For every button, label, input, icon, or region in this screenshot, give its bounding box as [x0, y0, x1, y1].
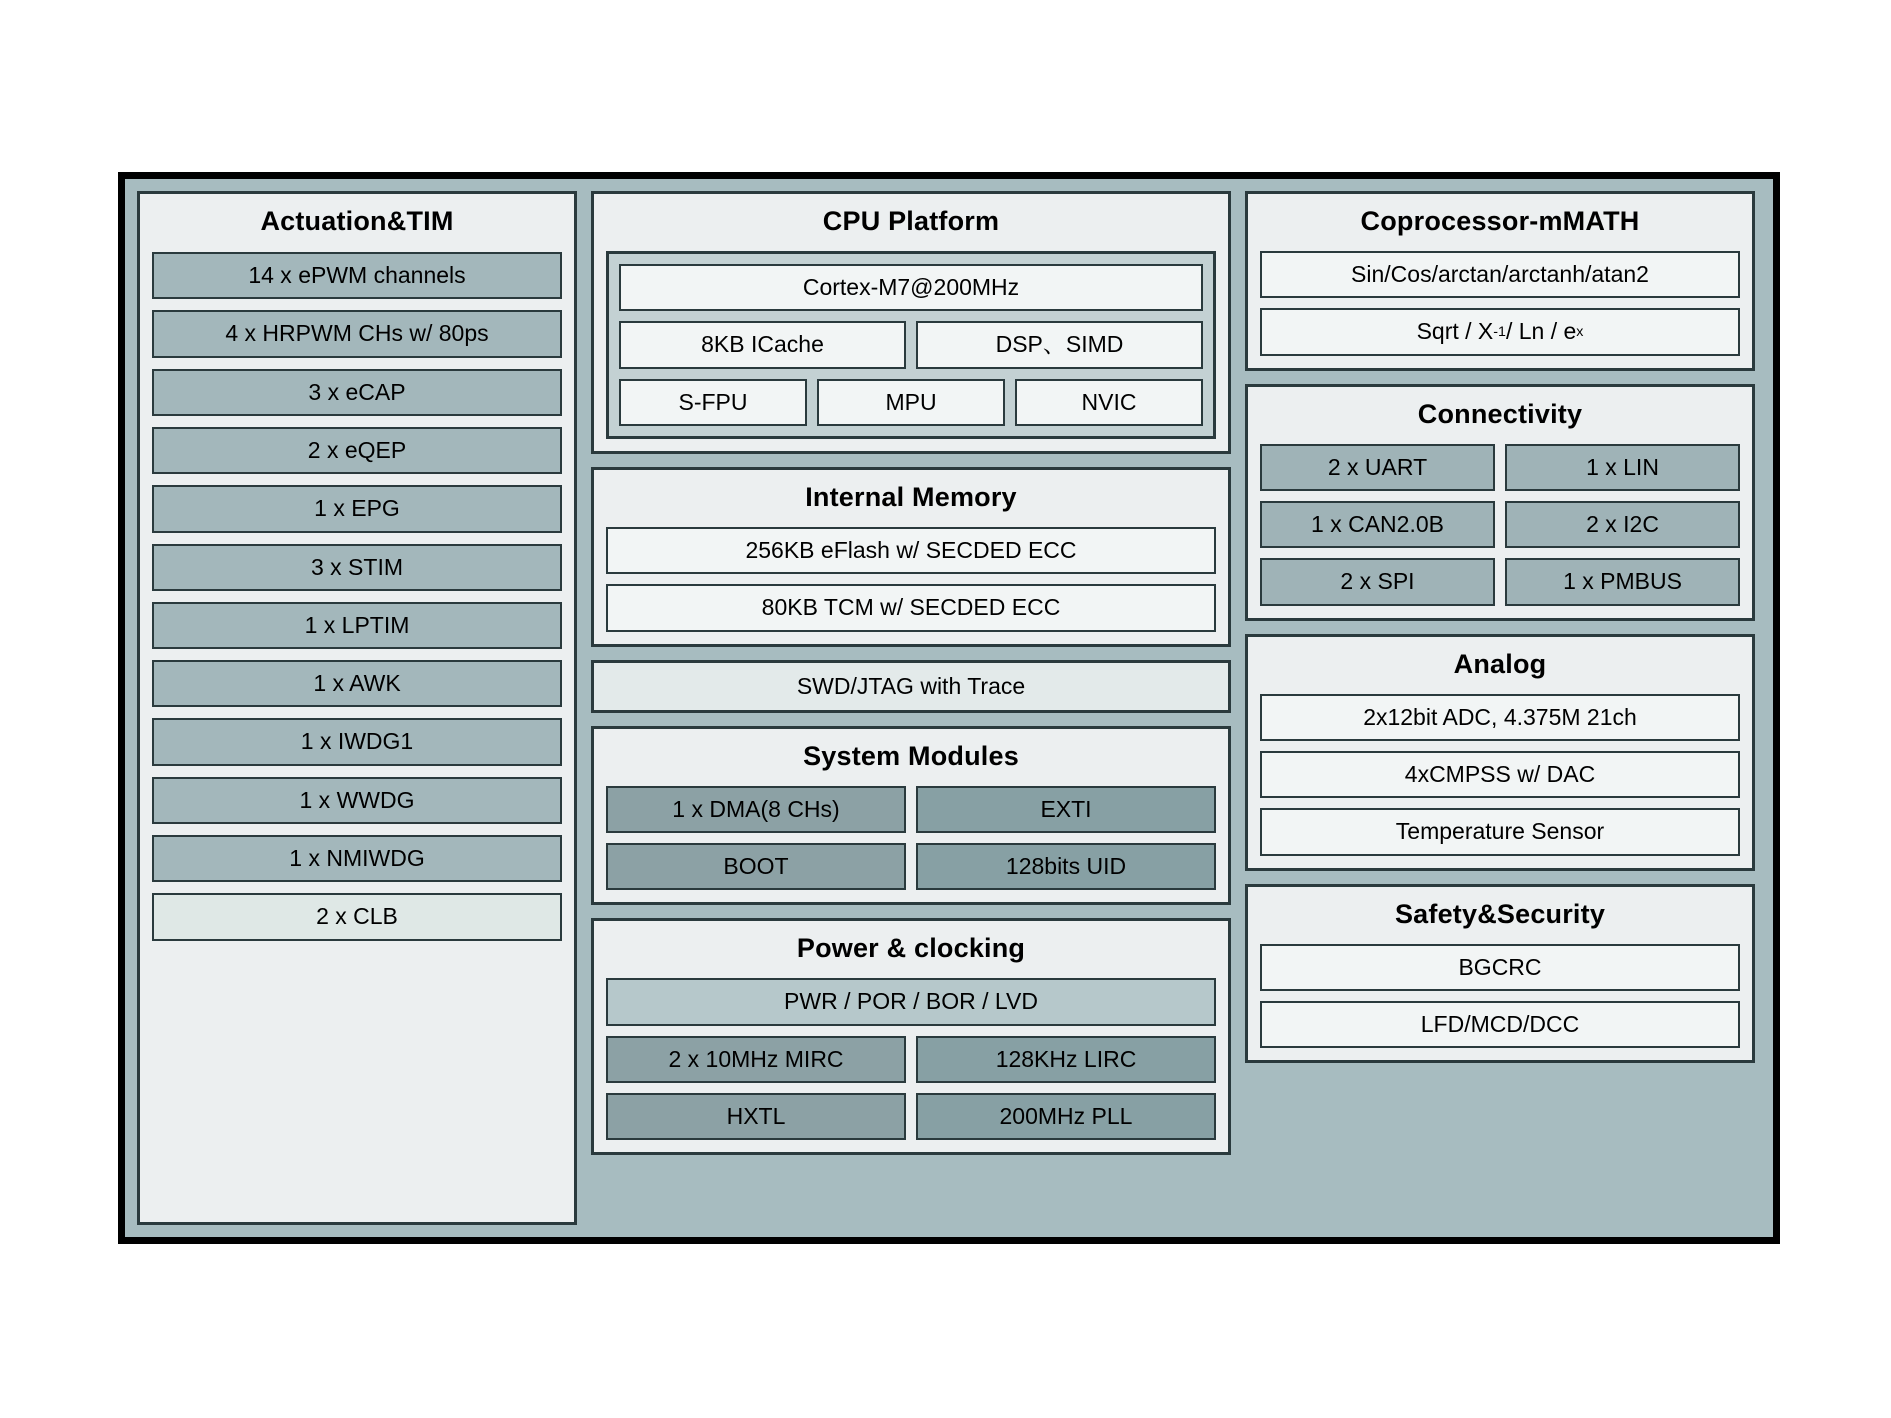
cpu-row-cache-dsp: [619, 321, 1203, 368]
panel-title-system-modules: System Modules: [803, 740, 1019, 771]
block-ecap: 3 x eCAP: [152, 369, 562, 416]
block-wwdg: 1 x WWDG: [152, 777, 562, 824]
block-lirc: 128KHz LIRC: [916, 1036, 1216, 1083]
block-dsp-simd: DSP、SIMD: [916, 321, 1203, 368]
block-uart: 2 x UART: [1260, 444, 1495, 491]
column-cpu-system: [591, 191, 1231, 1225]
block-lptim: 1 x LPTIM: [152, 602, 562, 649]
panel-title-connectivity: Connectivity: [1417, 398, 1583, 429]
block-hrpwm-chs: 4 x HRPWM CHs w/ 80ps: [152, 310, 562, 357]
block-cortex-m7: Cortex-M7@200MHz: [619, 264, 1203, 311]
block-nvic: NVIC: [1015, 379, 1203, 426]
panel-title-internal-memory: Internal Memory: [805, 481, 1017, 512]
block-mirc: 2 x 10MHz MIRC: [606, 1036, 906, 1083]
column-actuation: [137, 191, 577, 1225]
block-adc: 2x12bit ADC, 4.375M 21ch: [1260, 694, 1740, 741]
panel-actuation-tim: [137, 191, 577, 1225]
block-clb: 2 x CLB: [152, 893, 562, 940]
panel-title-power-clocking: Power & clocking: [796, 933, 1026, 964]
power-clocking-row-2: [606, 1093, 1216, 1140]
block-eqep: 2 x eQEP: [152, 427, 562, 474]
panel-title-safety-security: Safety&Security: [1394, 898, 1606, 929]
block-stim: 3 x STIM: [152, 544, 562, 591]
system-modules-row-1: [606, 786, 1216, 833]
block-boot: BOOT: [606, 843, 906, 890]
panel-coprocessor-mmath: [1245, 191, 1755, 371]
block-trig-functions: Sin/Cos/arctan/arctanh/atan2: [1260, 251, 1740, 298]
panel-power-clocking: [591, 918, 1231, 1155]
panel-cpu-platform: [591, 191, 1231, 454]
panel-title-analog: Analog: [1453, 648, 1547, 679]
cpu-inner-frame: [606, 251, 1216, 439]
sqrt-mid: / Ln / e: [1505, 318, 1577, 345]
block-exti: EXTI: [916, 786, 1216, 833]
panel-system-modules: [591, 726, 1231, 906]
power-clocking-row-1: [606, 1036, 1216, 1083]
block-cmpss-dac: 4xCMPSS w/ DAC: [1260, 751, 1740, 798]
block-nmiwdg: 1 x NMIWDG: [152, 835, 562, 882]
block-dma: 1 x DMA(8 CHs): [606, 786, 906, 833]
block-lfd-mcd-dcc: LFD/MCD/DCC: [1260, 1001, 1740, 1048]
panel-analog: [1245, 634, 1755, 871]
panel-safety-security: [1245, 884, 1755, 1064]
block-eflash: 256KB eFlash w/ SECDED ECC: [606, 527, 1216, 574]
block-hxtl: HXTL: [606, 1093, 906, 1140]
block-lin: 1 x LIN: [1505, 444, 1740, 491]
connectivity-row-1: [1260, 444, 1740, 491]
sqrt-pre: Sqrt / X: [1416, 318, 1494, 345]
block-pwr-por-bor-lvd: PWR / POR / BOR / LVD: [606, 978, 1216, 1025]
system-modules-row-2: [606, 843, 1216, 890]
block-iwdg1: 1 x IWDG1: [152, 718, 562, 765]
block-mpu: MPU: [817, 379, 1005, 426]
block-icache: 8KB ICache: [619, 321, 906, 368]
block-spi: 2 x SPI: [1260, 558, 1495, 605]
cpu-row-fpu-mpu-nvic: [619, 379, 1203, 426]
column-peripherals: [1245, 191, 1755, 1225]
block-sqrt-functions: Sqrt / X -1 / Ln / e x: [1260, 308, 1740, 355]
connectivity-row-3: [1260, 558, 1740, 605]
panel-connectivity: [1245, 384, 1755, 621]
connectivity-row-2: [1260, 501, 1740, 548]
block-epg: 1 x EPG: [152, 485, 562, 532]
block-pll: 200MHz PLL: [916, 1093, 1216, 1140]
block-bgcrc: BGCRC: [1260, 944, 1740, 991]
block-temperature-sensor: Temperature Sensor: [1260, 808, 1740, 855]
block-i2c: 2 x I2C: [1505, 501, 1740, 548]
panel-title-coprocessor: Coprocessor-mMATH: [1360, 206, 1640, 236]
block-epwm-channels: 14 x ePWM channels: [152, 252, 562, 299]
block-s-fpu: S-FPU: [619, 379, 807, 426]
block-can: 1 x CAN2.0B: [1260, 501, 1495, 548]
block-uid: 128bits UID: [916, 843, 1216, 890]
block-swd-jtag: SWD/JTAG with Trace: [591, 660, 1231, 713]
block-awk: 1 x AWK: [152, 660, 562, 707]
block-tcm: 80KB TCM w/ SECDED ECC: [606, 584, 1216, 631]
panel-title-actuation-tim: Actuation&TIM: [260, 206, 454, 236]
block-pmbus: 1 x PMBUS: [1505, 558, 1740, 605]
panel-title-cpu-platform: CPU Platform: [822, 206, 1000, 236]
panel-internal-memory: [591, 467, 1231, 647]
chip-block-diagram: [118, 172, 1780, 1244]
